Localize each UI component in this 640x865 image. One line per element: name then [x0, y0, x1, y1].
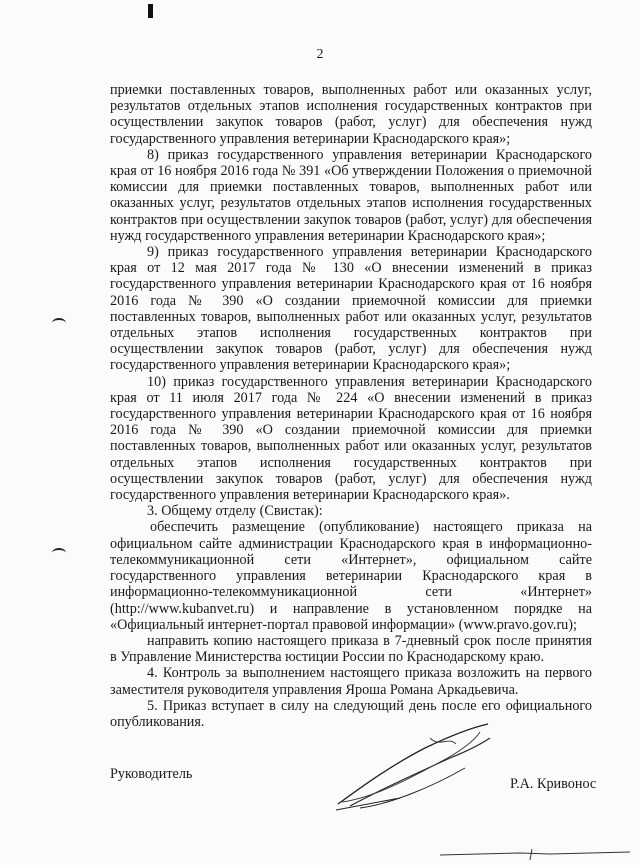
margin-mark — [52, 548, 66, 558]
paragraph-item-10: 10) приказ государственного управления ветеринарии Краснодарского края от 11 июля 2017 года № 224 «О внесении изменений в приказ государственного управления ветеринарии Краснодарского края от 16 ноября 2016 года № 390 «О создании приемочной комиссии для приемки поставленных товаров, выполненных работ или оказанных услуг, результатов отдельных этапов исполнения государственных контрактов при осуществлении закупок товаров (работ, услуг) для обеспечения нужд государственного управления ветеринарии Краснодарского края». — [110, 373, 592, 504]
signer-name: Р.А. Кривонос — [510, 776, 597, 792]
paragraph-item-9: 9) приказ государственного управления ветеринарии Краснодарского края от 12 мая 2017 года № 130 «О внесении изменений в приказ государственного управления ветеринарии Краснодарского края от 16 ноября 2016 года № 390 «О создании приемочной комиссии для приемки поставленных товаров, выполненных работ или оказанных услуг, результатов отдельных этапов исполнения государственных контрактов при осуществлении закупок товаров (работ, услуг) для обеспечения нужд государственного управления ветеринарии Краснодарского края»; — [110, 244, 592, 374]
paragraph-section-5: 5. Приказ вступает в силу на следующий день после его официального опубликования. — [110, 697, 592, 730]
paragraph-send-copy: направить копию настоящего приказа в 7-дневный срок после принятия в Управление Министерства юстиции России по Краснодарскому краю. — [110, 632, 592, 666]
paragraph-section-3: 3. Общему отделу (Свистак): — [147, 503, 323, 520]
scan-artifact-mark — [148, 4, 153, 18]
paragraph-item-8: 8) приказ государственного управления ветеринарии Краснодарского края от 16 ноября 2016 года № 391 «Об утверждении Положения о приемочной комиссии для приемки поставленных товаров, выполненных работ или оказанных услуг, результатов отдельных этапов исполнения государственных контрактов при осуществлении закупок товаров (работ, услуг) для обеспечения нужд государственного управления ветеринарии Краснодарского края»; — [110, 146, 592, 244]
footer-scan-line — [440, 846, 630, 860]
paragraph-section-4: 4. Контроль за выполнением настоящего приказа возложить на первого заместителя руководителя управления Яроша Романа Аркадьевича. — [110, 665, 592, 698]
margin-mark — [52, 318, 66, 328]
paragraph-continuation: приемки поставленных товаров, выполненных работ или оказанных услуг, результатов отдельных этапов исполнения государственных контрактов при осуществлении закупок товаров (работ, услуг) для обеспечения нужд государственного управления ветеринарии Краснодарского края»; — [110, 82, 592, 147]
document-body — [110, 82, 592, 730]
paragraph-publication: обеспечить размещение (опубликование) настоящего приказа на официальном сайте администрации Краснодарского края в информационно-телекоммуникационной сети «Интернет», официальном сайте государственного управления ветеринарии Краснодарского края в информационно-телекоммуникационной сети «Интернет» (http://www.kubanvet.ru) и направление в установленном порядке на «Официальный интернет-портал правовой информации» (www.pravo.gov.ru); — [110, 519, 592, 633]
signer-title: Руководитель — [110, 766, 193, 782]
page-number: 2 — [316, 47, 324, 62]
handwritten-signature — [330, 718, 500, 818]
